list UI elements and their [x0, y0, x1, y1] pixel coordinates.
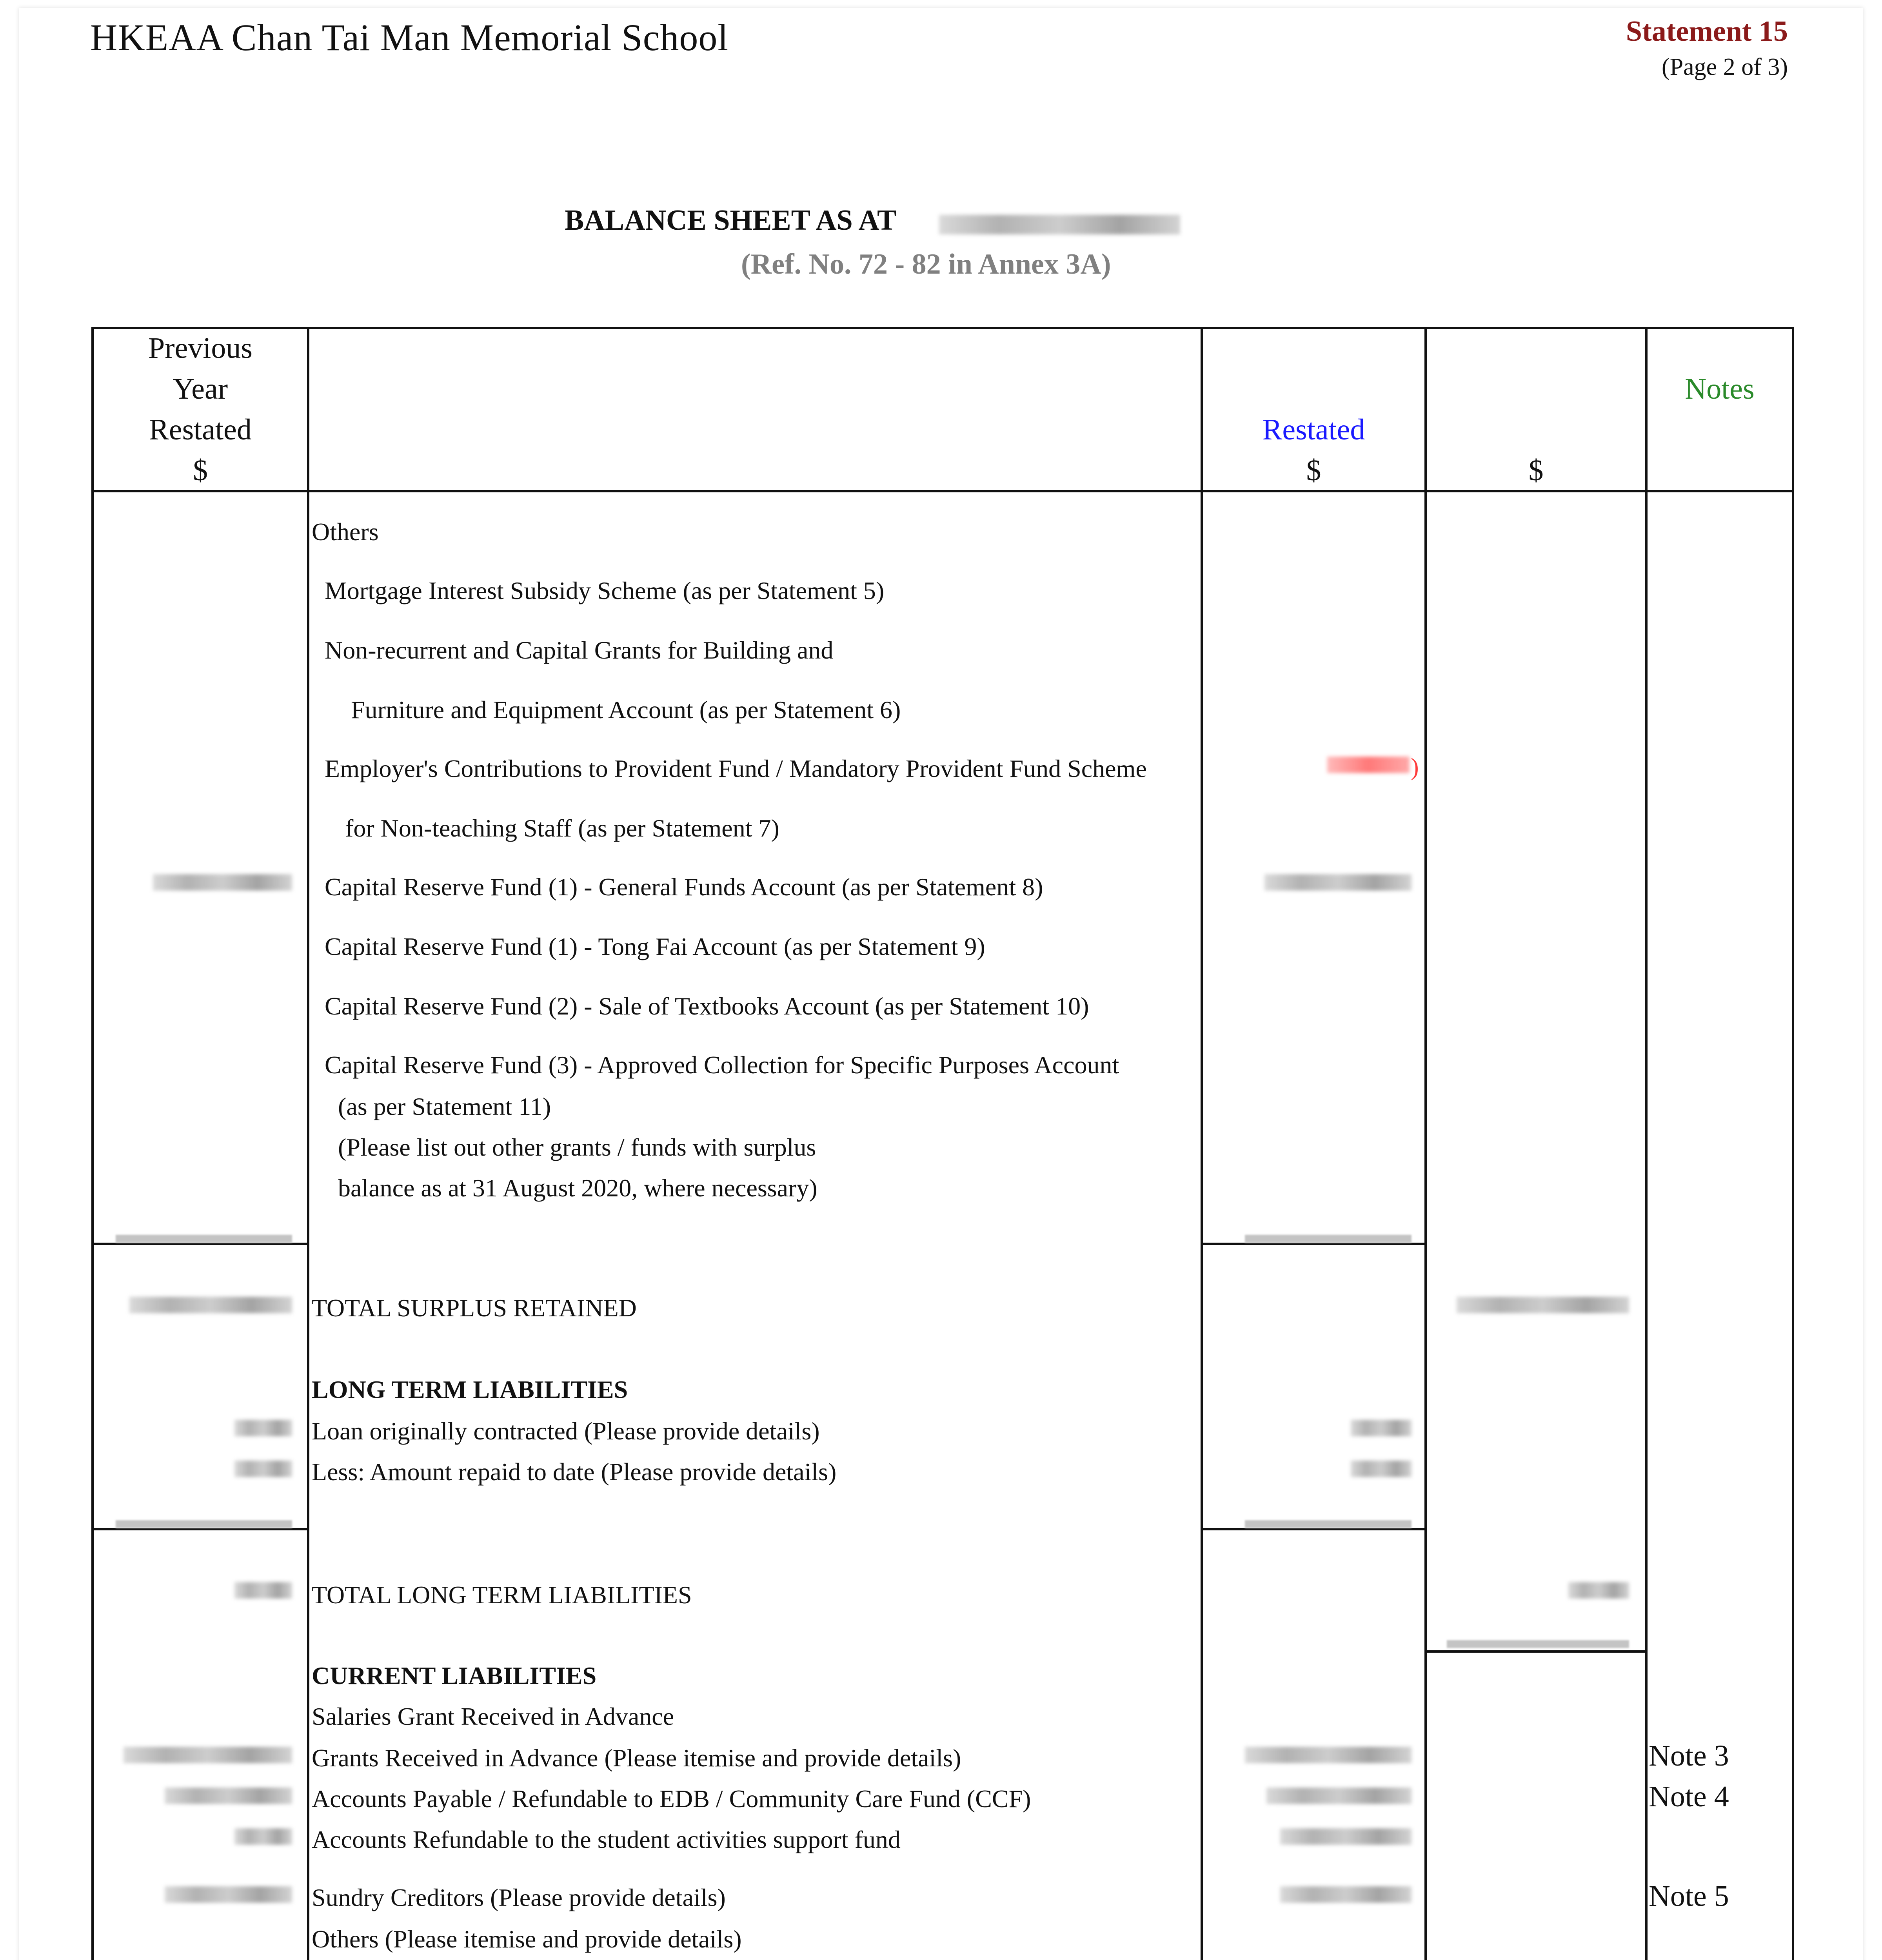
- redacted-prev-refundable: [234, 1828, 292, 1845]
- row-employer-2: for Non-teaching Staff (as per Statement 7): [345, 814, 779, 842]
- row-crf3-3: (Please list out other grants / funds with surplus: [338, 1133, 816, 1161]
- redacted-current-total-ltl: [1568, 1582, 1629, 1599]
- redacted-date: [939, 215, 1180, 234]
- row-grants-advance: Grants Received in Advance (Please itemise and provide details): [312, 1744, 961, 1772]
- redacted-restated-payable: [1266, 1788, 1412, 1804]
- row-salaries: Salaries Grant Received in Advance: [312, 1702, 674, 1730]
- row-crf3-2: (as per Statement 11): [338, 1093, 551, 1120]
- col-previous-year-header: [94, 328, 307, 491]
- restated-header-label: Restated: [1262, 413, 1365, 446]
- redacted-prev-total-ltl: [234, 1582, 292, 1599]
- subtotal-rule: [116, 1235, 292, 1243]
- balance-sheet-title: [565, 204, 897, 237]
- row-crf1-general: Capital Reserve Fund (1) - General Funds Account (as per Statement 8): [325, 873, 1043, 901]
- note-4: Note 4: [1649, 1780, 1729, 1813]
- redacted-restated-grants: [1245, 1747, 1412, 1763]
- redacted-current-total-surplus: [1457, 1297, 1629, 1313]
- note-3: Note 3: [1649, 1739, 1729, 1772]
- redacted-prev-sundry: [165, 1886, 292, 1903]
- page-sheet: [19, 8, 1863, 1960]
- current-header-unit: $: [1528, 454, 1544, 487]
- col-current-header: [1427, 450, 1645, 491]
- row-loan: Loan originally contracted (Please provide details): [312, 1417, 820, 1445]
- page-indicator: (Page 2 of 3): [1662, 54, 1788, 80]
- subtotal-rule: [1245, 1235, 1412, 1243]
- row-accounts-payable: Accounts Payable / Refundable to EDB / Community Care Fund (CCF): [312, 1785, 1031, 1813]
- row-cl-heading: CURRENT LIABILITIES: [312, 1662, 597, 1690]
- subtotal-rule: [1447, 1640, 1629, 1648]
- redacted-prev-payable: [165, 1788, 292, 1804]
- row-total-ltl: TOTAL LONG TERM LIABILITIES: [312, 1581, 692, 1609]
- ref-number: (Ref. No. 72 - 82 in Annex 3A): [741, 248, 1111, 280]
- row-ltl-heading: LONG TERM LIABILITIES: [312, 1376, 628, 1403]
- redacted-prev-loan: [234, 1420, 292, 1436]
- row-accounts-refundable: Accounts Refundable to the student activities support fund: [312, 1826, 901, 1853]
- prev-header-line3: Restated: [149, 413, 252, 446]
- row-total-surplus: TOTAL SURPLUS RETAINED: [312, 1294, 637, 1322]
- redacted-restated-sundry: [1280, 1886, 1412, 1903]
- row-less-repaid: Less: Amount repaid to date (Please provide details): [312, 1458, 837, 1486]
- redacted-restated-refundable: [1280, 1828, 1412, 1845]
- redacted-prev-grants: [124, 1747, 292, 1763]
- row-nonrecurrent-1: Non-recurrent and Capital Grants for Building and: [325, 636, 834, 664]
- subtotal-rule: [1245, 1520, 1412, 1528]
- redacted-restated-repaid: [1351, 1461, 1412, 1477]
- subtotal-rule: [116, 1520, 292, 1528]
- redacted-prev-total-surplus: [129, 1297, 292, 1313]
- row-others: Others: [312, 518, 379, 546]
- prev-header-line2: Year: [173, 372, 228, 405]
- row-crf3-1: Capital Reserve Fund (3) - Approved Collection for Specific Purposes Account: [325, 1051, 1119, 1079]
- row-crf2: Capital Reserve Fund (2) - Sale of Textbooks Account (as per Statement 10): [325, 992, 1089, 1020]
- redacted-restated-employer: [1327, 757, 1410, 773]
- redacted-prev-crf1: [153, 874, 292, 891]
- prev-header-line1: Previous: [148, 332, 253, 365]
- row-nonrecurrent-2: Furniture and Equipment Account (as per Statement 6): [351, 696, 901, 724]
- restated-header-unit: $: [1306, 454, 1321, 487]
- row-others-itemise: Others (Please itemise and provide details): [312, 1925, 742, 1953]
- notes-header-label: Notes: [1685, 372, 1755, 405]
- redacted-restated-loan: [1351, 1420, 1412, 1436]
- redacted-restated-crf1: [1264, 874, 1412, 891]
- col-restated-header: [1203, 409, 1424, 491]
- row-employer-1: Employer's Contributions to Provident Fund / Mandatory Provident Fund Scheme: [325, 755, 1147, 782]
- row-crf3-4: balance as at 31 August 2020, where necessary): [338, 1174, 817, 1202]
- employer-paren: ): [1411, 754, 1419, 780]
- statement-number: Statement 15: [1626, 15, 1788, 47]
- row-sundry: Sundry Creditors (Please provide details): [312, 1884, 726, 1911]
- school-name: HKEAA Chan Tai Man Memorial School: [90, 16, 728, 58]
- row-mortgage: Mortgage Interest Subsidy Scheme (as per Statement 5): [325, 577, 885, 604]
- prev-header-unit: $: [193, 454, 208, 487]
- redacted-prev-repaid: [234, 1461, 292, 1477]
- row-crf1-tongfai: Capital Reserve Fund (1) - Tong Fai Account (as per Statement 9): [325, 933, 985, 960]
- note-5: Note 5: [1649, 1880, 1729, 1913]
- title-text: BALANCE SHEET AS AT: [565, 204, 897, 236]
- col-notes-header: [1648, 368, 1792, 409]
